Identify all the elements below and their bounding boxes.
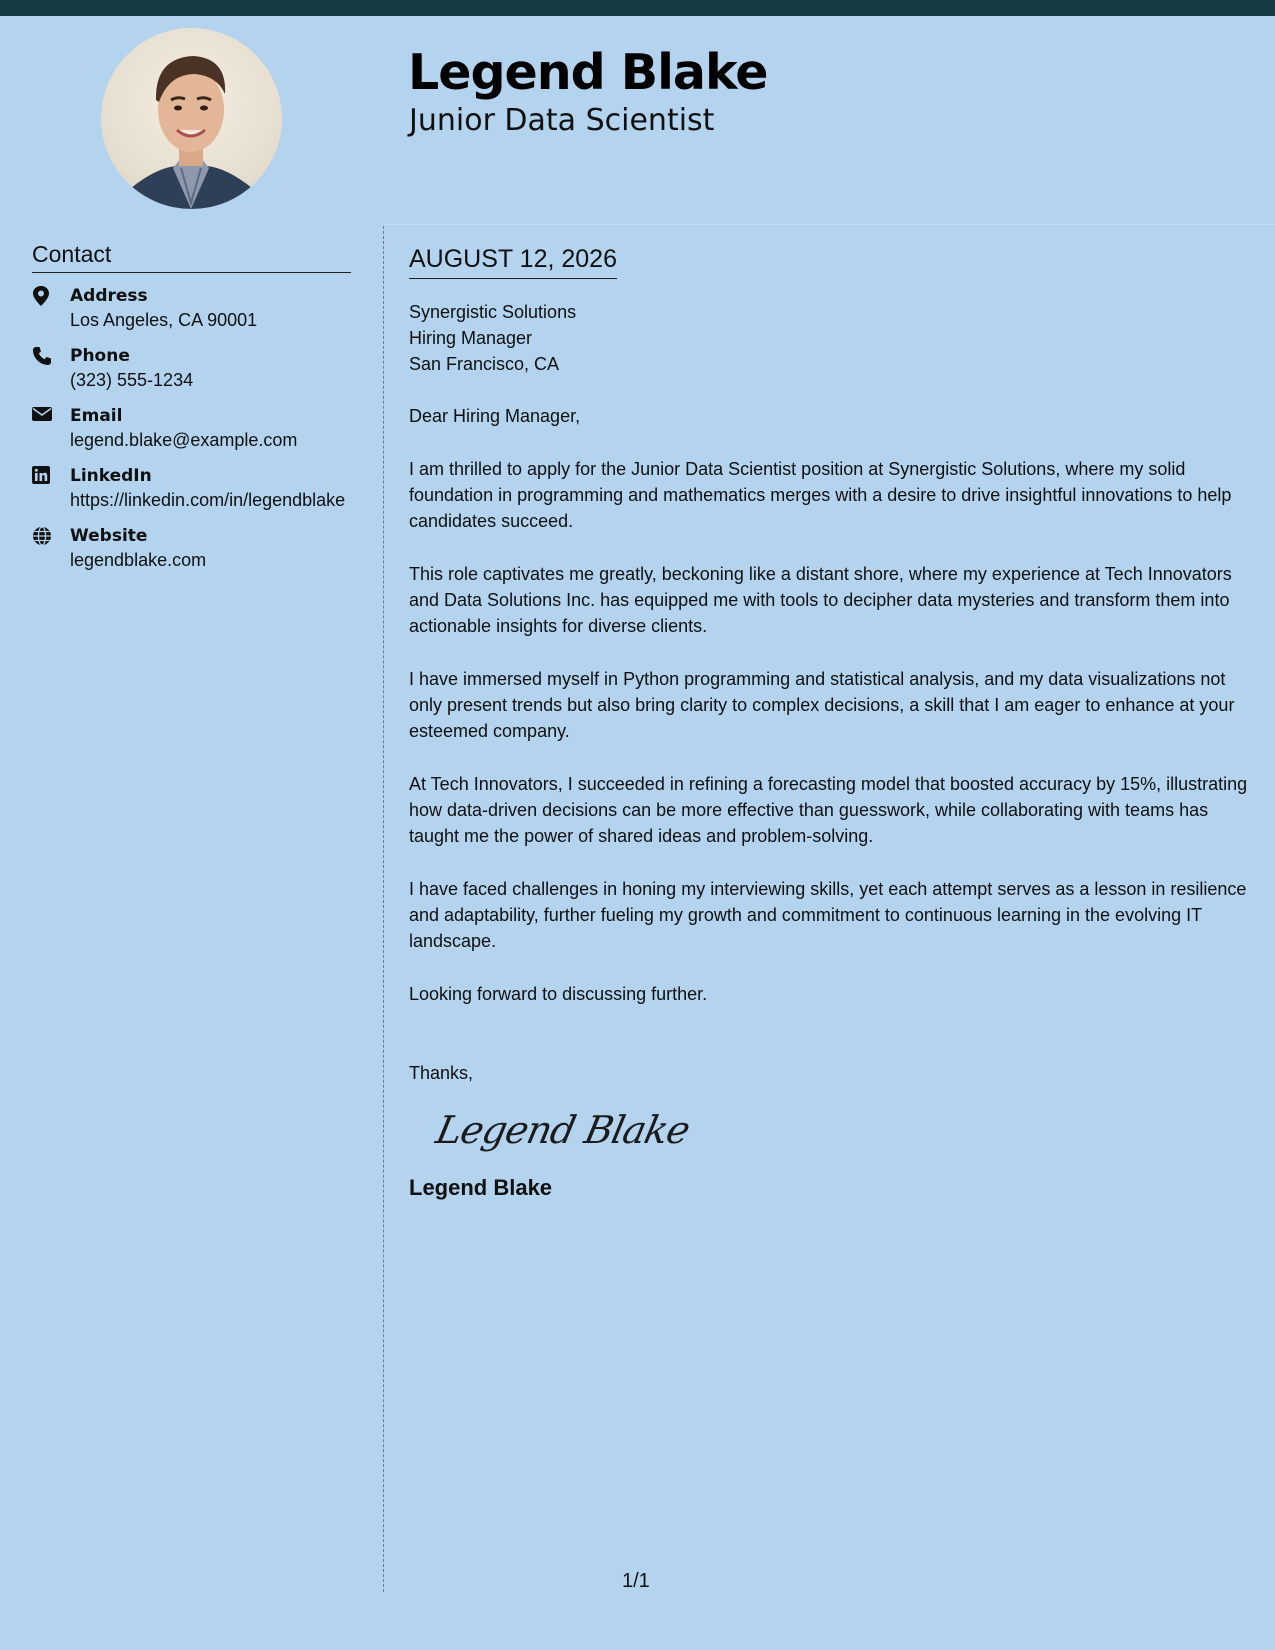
phone-value: (323) 555-1234 xyxy=(70,370,194,390)
contact-item-email xyxy=(32,404,362,452)
contact-label: LinkedIn xyxy=(70,466,152,486)
header-name: Legend Blake xyxy=(408,44,768,101)
letter-paragraph: Looking forward to discussing further. xyxy=(409,984,708,1004)
recipient-role: Hiring Manager xyxy=(409,328,533,348)
contact-label: Phone xyxy=(70,346,130,366)
signed-name: Legend Blake xyxy=(409,1175,553,1200)
contact-label: Address xyxy=(70,286,148,306)
phone-icon xyxy=(32,344,70,392)
contact-item-address xyxy=(32,284,362,332)
person-portrait-icon xyxy=(101,28,282,209)
column-divider xyxy=(383,226,384,1592)
header-job-title: Junior Data Scientist xyxy=(409,103,715,138)
map-pin-icon xyxy=(32,284,70,332)
email-value[interactable]: legend.blake@example.com xyxy=(70,430,298,450)
top-bar xyxy=(0,0,1275,16)
letter-paragraph: I have immersed myself in Python programming and statistical analysis, and my data visualizations not only present trends but also bring clarity to complex decisions, a skill that I am eager to enhance at your esteemed company. xyxy=(409,669,1235,741)
contact-label: Website xyxy=(70,526,148,546)
header-divider xyxy=(384,224,1275,225)
letter-paragraph: At Tech Innovators, I succeeded in refining a forecasting model that boosted accuracy by 15%, illustrating how data-driven decisions can be more effective than guesswork, while collaborating with teams has taught me the power of shared ideas and problem-solving. xyxy=(409,774,1248,846)
profile-photo xyxy=(101,28,282,209)
contact-item-phone xyxy=(32,344,362,392)
envelope-icon xyxy=(32,404,70,452)
recipient-block xyxy=(409,299,1255,377)
letter-paragraph: I am thrilled to apply for the Junior Data Scientist position at Synergistic Solutions, where my solid foundation in programming and mathematics merges with a desire to drive insightful innovations to help candidates succeed. xyxy=(409,459,1232,531)
globe-icon xyxy=(32,524,70,572)
contact-item-website xyxy=(32,524,362,572)
linkedin-icon xyxy=(32,464,70,512)
contact-heading: Contact xyxy=(32,241,351,273)
page-number: 1/1 xyxy=(622,1570,650,1592)
salutation: Dear Hiring Manager, xyxy=(409,406,581,426)
letter-body xyxy=(409,243,1255,1202)
contact-list xyxy=(32,284,362,584)
recipient-location: San Francisco, CA xyxy=(409,354,560,374)
closing: Thanks, xyxy=(409,1063,474,1083)
contact-label: Email xyxy=(70,406,123,426)
contact-item-linkedin xyxy=(32,464,362,512)
letter-date: AUGUST 12, 2026 xyxy=(409,243,617,279)
handwritten-signature: Legend Blake xyxy=(432,1108,694,1152)
address-value: Los Angeles, CA 90001 xyxy=(70,310,258,330)
recipient-company: Synergistic Solutions xyxy=(409,302,577,322)
letter-paragraph: This role captivates me greatly, beckoning like a distant shore, where my experience at Tech Innovators and Data Solutions Inc. has equipped me with tools to decipher data mysteries and transform them into actionable insights for diverse clients. xyxy=(409,564,1232,636)
linkedin-value[interactable]: https://linkedin.com/in/legendblake xyxy=(70,490,346,510)
letter-paragraph: I have faced challenges in honing my interviewing skills, yet each attempt serves as a lesson in resilience and adaptability, further fueling my growth and commitment to continuous learning in the evolving IT landscape. xyxy=(409,879,1247,951)
website-value[interactable]: legendblake.com xyxy=(70,550,207,570)
